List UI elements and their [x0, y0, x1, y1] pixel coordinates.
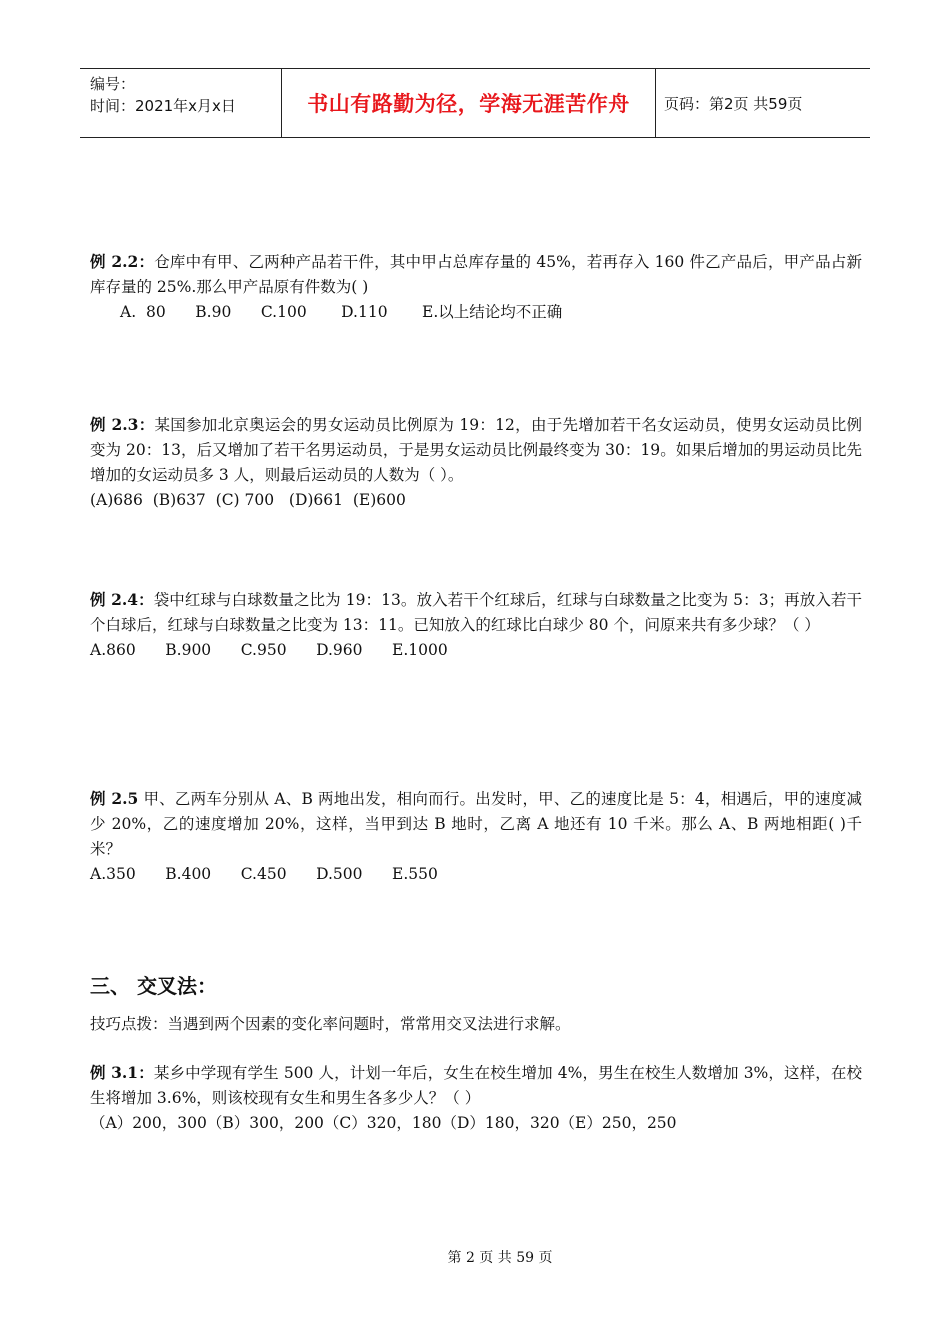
page-header — [80, 68, 870, 138]
example-text — [90, 786, 862, 862]
example-body: 某乡中学现有学生 500 人，计划一年后，女生在校生增加 4%，男生在校生人数增加 3%，这样，在校生将增加 3.6%，则该校现有女生和男生各多少人？（ ） — [90, 1064, 862, 1107]
header-left-cell — [80, 69, 282, 137]
example-label: 例 2.4： — [90, 590, 154, 609]
example-2-4 — [90, 587, 862, 663]
example-label: 例 2.5 — [90, 789, 139, 808]
example-2-2 — [90, 249, 862, 325]
example-2-3 — [90, 412, 862, 513]
example-label: 例 2.2： — [90, 252, 155, 271]
example-text — [90, 412, 862, 488]
header-middle-cell — [282, 69, 656, 137]
example-options: A.860 B.900 C.950 D.960 E.1000 — [90, 641, 448, 659]
example-label: 例 2.3： — [90, 415, 155, 434]
example-text — [90, 249, 862, 300]
example-3-1 — [90, 1060, 862, 1136]
example-options: A. 80 B.90 C.100 D.110 E.以上结论均不正确 — [120, 303, 563, 321]
section-title: 三、 交叉法： — [90, 974, 217, 998]
date-label: 时间：2021年x月x日 — [90, 97, 236, 115]
example-options: A.350 B.400 C.450 D.500 E.550 — [90, 865, 438, 883]
header-right-cell — [656, 69, 870, 137]
example-text — [90, 587, 862, 638]
example-body: 甲、乙两车分别从 A、B 两地出发，相向而行。出发时，甲、乙的速度比是 5：4，相遇后，甲的速度减少 20%，乙的速度增加 20%，这样，当甲到达 B 地时，乙离 A 地还有 10 千米。那么 A、B 两地相距( )千米？ — [90, 790, 862, 858]
page-info: 页码：第2页 共59页 — [664, 94, 803, 113]
example-body: 仓库中有甲、乙两种产品若干件，其中甲占总库存量的 45%，若再存入 160 件乙产品后，甲产品占新库存量的 25%.那么甲产品原有件数为( ) — [90, 253, 862, 296]
example-options: (A)686 (B)637 (C) 700 (D)661 (E)600 — [90, 491, 406, 509]
section-tip — [90, 1012, 862, 1037]
example-label: 例 3.1： — [90, 1063, 154, 1082]
example-body: 袋中红球与白球数量之比为 19：13。放入若干个红球后，红球与白球数量之比变为 5：3；再放入若干个白球后，红球与白球数量之比变为 13：11。已知放入的红球比白球少 80 个，问原来共有多少球？（ ） — [90, 591, 862, 634]
example-text — [90, 1060, 862, 1111]
example-body: 某国参加北京奥运会的男女运动员比例原为 19：12，由于先增加若干名女运动员，使男女运动员比例变为 20：13，后又增加了若干名男运动员，于是男女运动员比例最终变为 30：19。如果后增加的男运动员比先增加的女运动员多 3 人，则最后运动员的人数为（ ）。 — [90, 416, 862, 484]
tip-text: 技巧点拨：当遇到两个因素的变化率问题时，常常用交叉法进行求解。 — [90, 1015, 571, 1033]
example-options: （A）200，300（B）300，200（C）320，180（D）180，320（E）250，250 — [90, 1114, 677, 1132]
page-footer: 第 2 页 共 59 页 — [447, 1250, 553, 1266]
code-label: 编号： — [90, 75, 136, 93]
example-2-5 — [90, 786, 862, 887]
motto: 书山有路勤为径，学海无涯苦作舟 — [307, 92, 630, 116]
